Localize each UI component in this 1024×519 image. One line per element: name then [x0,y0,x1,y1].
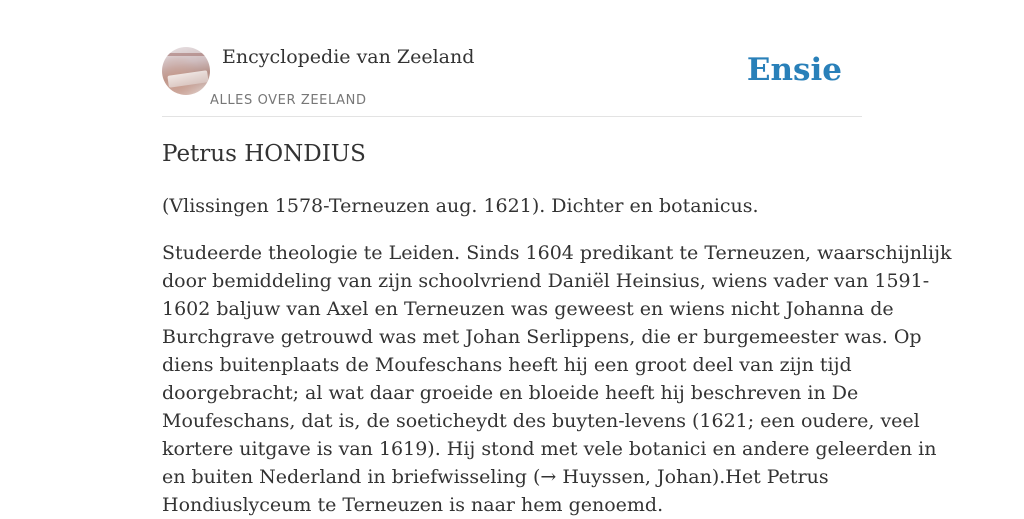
avatar-book-image [167,70,208,87]
ensie-logo[interactable]: Ensie [746,52,842,88]
site-header [162,0,862,117]
article-body-line: Moufeschans, dat is, de soeticheydt des buyten-levens (1621; een oudere, veel [162,410,920,432]
article-body-line: door bemiddeling van zijn schoolvriend Daniël Heinsius, wiens vader van 1591- [162,270,930,292]
article-title: Petrus HONDIUS [162,141,366,167]
site-avatar[interactable] [162,47,210,95]
page-container [162,0,952,516]
article-body-line: Burchgrave getrouwd was met Johan Serlippens, die er burgemeester was. Op [162,326,922,348]
article-intro: (Vlissingen 1578-Terneuzen aug. 1621). Dichter en botanicus. [162,195,759,217]
site-title[interactable]: Encyclopedie van Zeeland [222,46,475,68]
article-body-line: Hondiuslyceum te Terneuzen is naar hem genoemd. [162,494,664,516]
article-body [162,239,952,519]
article-body-line: en buiten Nederland in briefwisseling (→ Huyssen, Johan).Het Petrus [162,466,829,488]
article-body-line: 1602 baljuw van Axel en Terneuzen was geweest en wiens nicht Johanna de [162,298,894,320]
article-body-line: Studeerde theologie te Leiden. Sinds 1604 predikant te Terneuzen, waarschijnlijk [162,242,952,264]
site-subtitle: ALLES OVER ZEELAND [210,93,367,108]
avatar-decoration [162,53,210,56]
article-body-line: doorgebracht; al wat daar groeide en bloeide heeft hij beschreven in De [162,382,859,404]
article-body-line: kortere uitgave is van 1619). Hij stond met vele botanici en andere geleerden in [162,438,937,460]
article-body-line: diens buitenplaats de Moufeschans heeft hij een groot deel van zijn tijd [162,354,852,376]
